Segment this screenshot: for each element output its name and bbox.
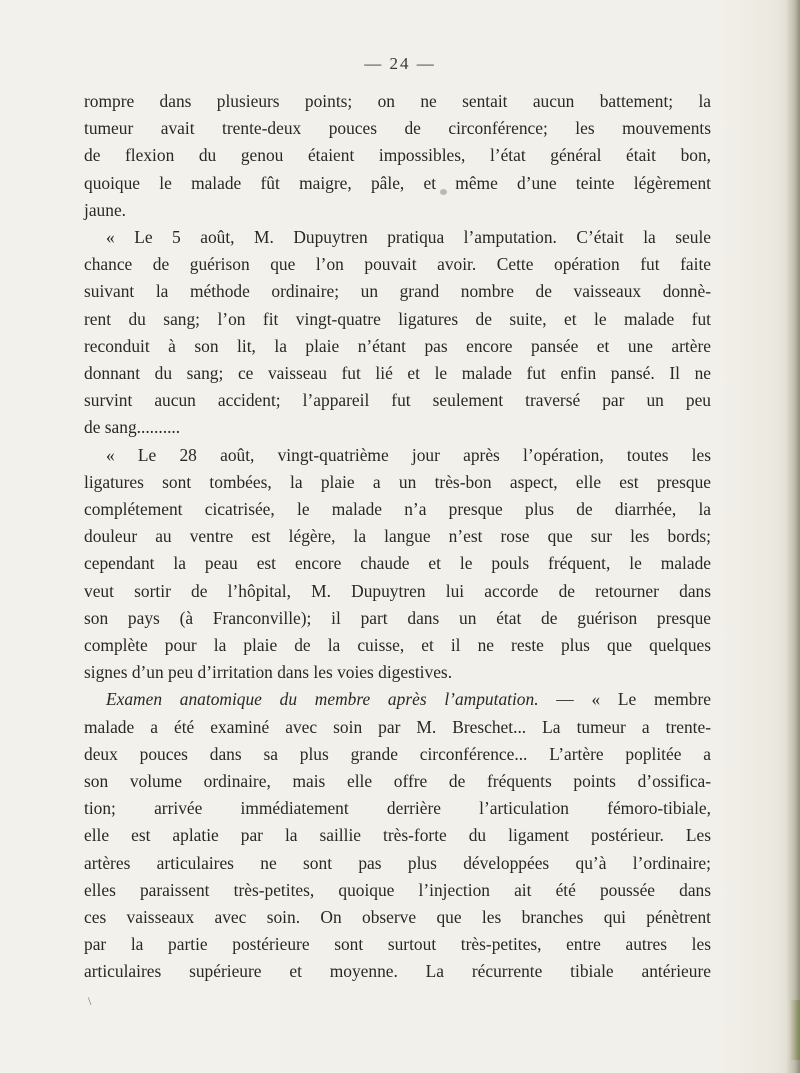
text-line: par la partie postérieure sont surtout très-petites, entre autres les xyxy=(84,934,711,955)
text-line: douleur au ventre est légère, la langue n’est rose que sur les bords; xyxy=(84,526,711,547)
text-line: son pays (à Franconville); il part dans un état de guérison presque xyxy=(84,607,711,628)
text-line: suivant la méthode ordinaire; un grand nombre de vaisseaux donnè- xyxy=(84,281,711,302)
text-line-rest: — « Le membre xyxy=(538,689,712,710)
text-line: elles paraissent très-petites, quoique l’injection ait été poussée dans xyxy=(84,879,711,900)
text-line: chance de guérison que l’on pouvait avoir. Cette opération fut faite xyxy=(84,254,711,275)
text-line: survint aucun accident; l’appareil fut seulement traversé par un peu xyxy=(84,390,711,411)
body-text xyxy=(0,78,800,1068)
text-line: articulaires supérieure et moyenne. La récurrente tibiale antérieure xyxy=(84,961,711,982)
text-line: ces vaisseaux avec soin. On observe que les branches qui pénètrent xyxy=(84,907,711,927)
text-line: rent du sang; l’on fit vingt-quatre ligatures de suite, et le malade fut xyxy=(84,308,711,329)
text-line xyxy=(106,686,711,712)
text-line: malade a été examiné avec soin par M. Breschet... La tumeur a trente- xyxy=(84,716,711,737)
text-line: « Le 28 août, vingt-quatrième jour après l’opération, toutes les xyxy=(106,444,711,465)
margin-mark: \ xyxy=(88,994,92,1008)
text-line: de sang.......... xyxy=(84,417,181,438)
text-line: « Le 5 août, M. Dupuytren pratiqua l’amputation. C’était la seule xyxy=(106,227,711,247)
text-line: rompre dans plusieurs points; on ne sentait aucun battement; la xyxy=(84,91,711,111)
text-line: ligatures sont tombées, la plaie a un très-bon aspect, elle est presque xyxy=(84,471,711,492)
text-line: jaune. xyxy=(84,199,127,220)
text-line: reconduit à son lit, la plaie n’étant pas encore pansée et une artère xyxy=(84,335,711,356)
text-line: veut sortir de l’hôpital, M. Dupuytren lui accorde de retourner dans xyxy=(84,580,711,601)
text-line: tumeur avait trente-deux pouces de circonférence; les mouvements xyxy=(84,118,711,139)
text-line: complétement cicatrisée, le malade n’a presque plus de diarrhée, la xyxy=(84,499,711,519)
text-line: donnant du sang; ce vaisseau fut lié et le malade fut enfin pansé. Il ne xyxy=(84,363,711,383)
text-line: complète pour la plaie de la cuisse, et il ne reste plus que quelques xyxy=(84,635,711,655)
text-line: deux pouces dans sa plus grande circonférence... L’artère poplitée a xyxy=(84,743,711,764)
text-line: de flexion du genou étaient impossibles, l’état général était bon, xyxy=(84,145,711,166)
text-line: artères articulaires ne sont pas plus développées qu’à l’ordinaire; xyxy=(84,852,711,873)
text-line: quoique le malade fût maigre, pâle, et même d’une teinte légèrement xyxy=(84,172,711,193)
text-line: elle est aplatie par la saillie très-forte du ligament postérieur. Les xyxy=(84,825,711,846)
page-number: — 24 — xyxy=(364,54,436,73)
text-line: son volume ordinaire, mais elle offre de fréquents points d’ossifica- xyxy=(84,771,711,791)
section-heading-italic: Examen anatomique du membre après l’amputation. xyxy=(106,689,539,710)
text-line: tion; arrivée immédiatement derrière l’articulation fémoro-tibiale, xyxy=(84,798,711,819)
text-line: cependant la peau est encore chaude et le pouls fréquent, le malade xyxy=(84,553,711,574)
text-line: signes d’un peu d’irritation dans les voies digestives. xyxy=(84,662,453,683)
